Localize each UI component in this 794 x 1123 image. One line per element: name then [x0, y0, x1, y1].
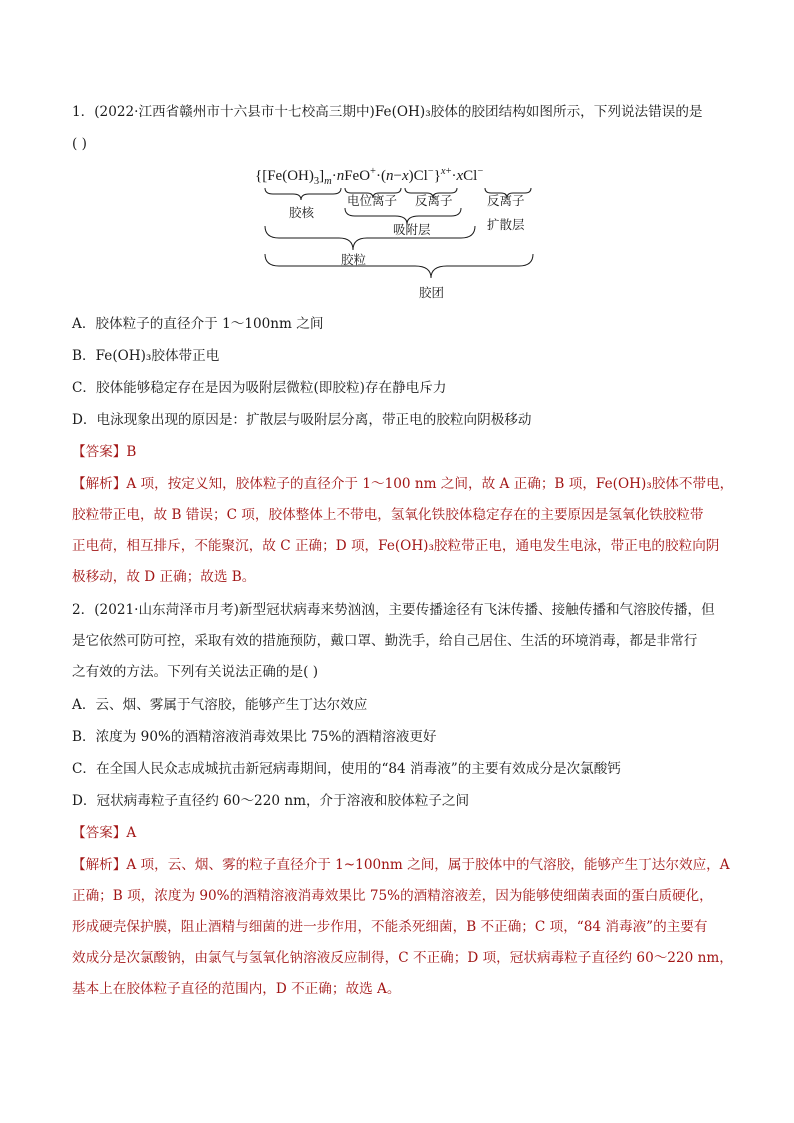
q1-answer	[72, 442, 136, 462]
label-counter-ion-outer: 反离子	[487, 193, 525, 208]
q2-stem-line-2: 是它依然可防可控，采取有效的措施预防，戴口罩、勤洗手，给自己居住、生活的环境消毒，都是非常行	[72, 633, 698, 649]
label-particle: 胶粒	[341, 252, 367, 267]
micelle-structure-diagram	[255, 168, 545, 308]
q1-option-c: C．胶体能够稳定存在是因为吸附层微粒(即胶粒)存在静电斥力	[72, 380, 447, 396]
q2-stem-line-1: 2．(2021·山东菏泽市月考)新型冠状病毒来势汹汹，主要传播途径有飞沫传播、接触传播和气溶胶传播，但	[72, 602, 715, 618]
q2-answer	[72, 823, 136, 843]
micelle-formula: $\{[Fe(OH)_3]_m\cdot nFeO^+\cdot(n-x)Cl^-\}^{x+}\cdot xCl^-$	[255, 166, 484, 187]
q1-analysis-line-4: 极移动，故 D 正确；故选 B。	[72, 569, 256, 585]
q2-answer-value: A	[126, 825, 137, 841]
q1-analysis-text-1: A 项，按定义知，胶体粒子的直径介于 1～100 nm 之间，故 A 正确；B 项，Fe(OH)₃胶体不带电，	[126, 476, 734, 492]
q1-stem: 1．(2022·江西省赣州市十六县市十七校高三期中)Fe(OH)₃胶体的胶团结构如图所示，下列说法错误的是	[72, 104, 703, 120]
diagram-braces	[255, 168, 545, 308]
q2-stem-line-3: 之有效的方法。下列有关说法正确的是( )	[72, 664, 319, 680]
q1-analysis-line-1	[72, 474, 733, 494]
q1-answer-label: 【答案】	[72, 444, 127, 460]
q2-option-b: B．浓度为 90%的酒精溶液消毒效果比 75%的酒精溶液更好	[72, 729, 437, 745]
label-counter-ion-inner: 反离子	[415, 193, 453, 208]
label-potential-ion: 电位离子	[347, 193, 398, 208]
q1-option-a: A．胶体粒子的直径介于 1～100nm 之间	[72, 316, 324, 332]
q2-analysis-line-1	[72, 855, 730, 875]
q2-answer-label: 【答案】	[72, 825, 127, 841]
q1-analysis-label: 【解析】	[72, 476, 127, 492]
q1-analysis-line-2: 胶粒带正电，故 B 错误；C 项，胶体整体上不带电，氢氧化铁胶体稳定存在的主要原因是氢氧化铁胶粒带	[72, 507, 704, 523]
q2-option-d: D．冠状病毒粒子直径约 60～220 nm，介于溶液和胶体粒子之间	[72, 793, 470, 809]
label-micelle: 胶团	[419, 285, 445, 300]
q2-analysis-line-4: 效成分是次氯酸钠，由氯气与氢氧化钠溶液反应制得，C 不正确；D 项，冠状病毒粒子直径约 60～220 nm，	[72, 950, 733, 966]
q2-analysis-line-5: 基本上在胶体粒子直径的范围内，D 不正确；故选 A。	[72, 981, 401, 997]
particle-brace	[265, 226, 475, 250]
q2-option-c: C．在全国人民众志成城抗击新冠病毒期间，使用的“84 消毒液”的主要有效成分是次氯酸钙	[72, 761, 621, 777]
q1-option-b: B．Fe(OH)₃胶体带正电	[72, 348, 220, 364]
q1-option-d: D．电泳现象出现的原因是：扩散层与吸附层分离，带正电的胶粒向阴极移动	[72, 412, 532, 428]
q2-analysis-label: 【解析】	[72, 857, 127, 873]
q1-answer-value: B	[126, 444, 137, 460]
q2-analysis-line-3: 形成硬壳保护膜，阻止酒精与细菌的进一步作用，不能杀死细菌，B 不正确；C 项，“84 消毒液”的主要有	[72, 919, 708, 935]
label-core: 胶核	[289, 205, 315, 220]
label-diffusion-layer: 扩散层	[487, 217, 525, 232]
q2-analysis-line-2: 正确；B 项，浓度为 90%的酒精溶液消毒效果比 75%的酒精溶液差，因为能够使细菌表面的蛋白质硬化，	[72, 888, 713, 904]
core-brace	[265, 188, 341, 200]
q1-answer-paren: ( )	[72, 136, 87, 152]
micelle-brace	[265, 254, 533, 278]
q2-option-a: A．云、烟、雾属于气溶胶，能够产生丁达尔效应	[72, 697, 368, 713]
label-adsorption-layer: 吸附层	[393, 222, 431, 237]
q1-analysis-line-3: 正电荷，相互排斥，不能聚沉，故 C 正确；D 项，Fe(OH)₃胶粒带正电，通电发生电泳，带正电的胶粒向阴	[72, 538, 720, 554]
q2-analysis-text-1: A 项，云、烟、雾的粒子直径介于 1~100nm 之间，属于胶体中的气溶胶，能够产生丁达尔效应，A	[126, 857, 730, 873]
